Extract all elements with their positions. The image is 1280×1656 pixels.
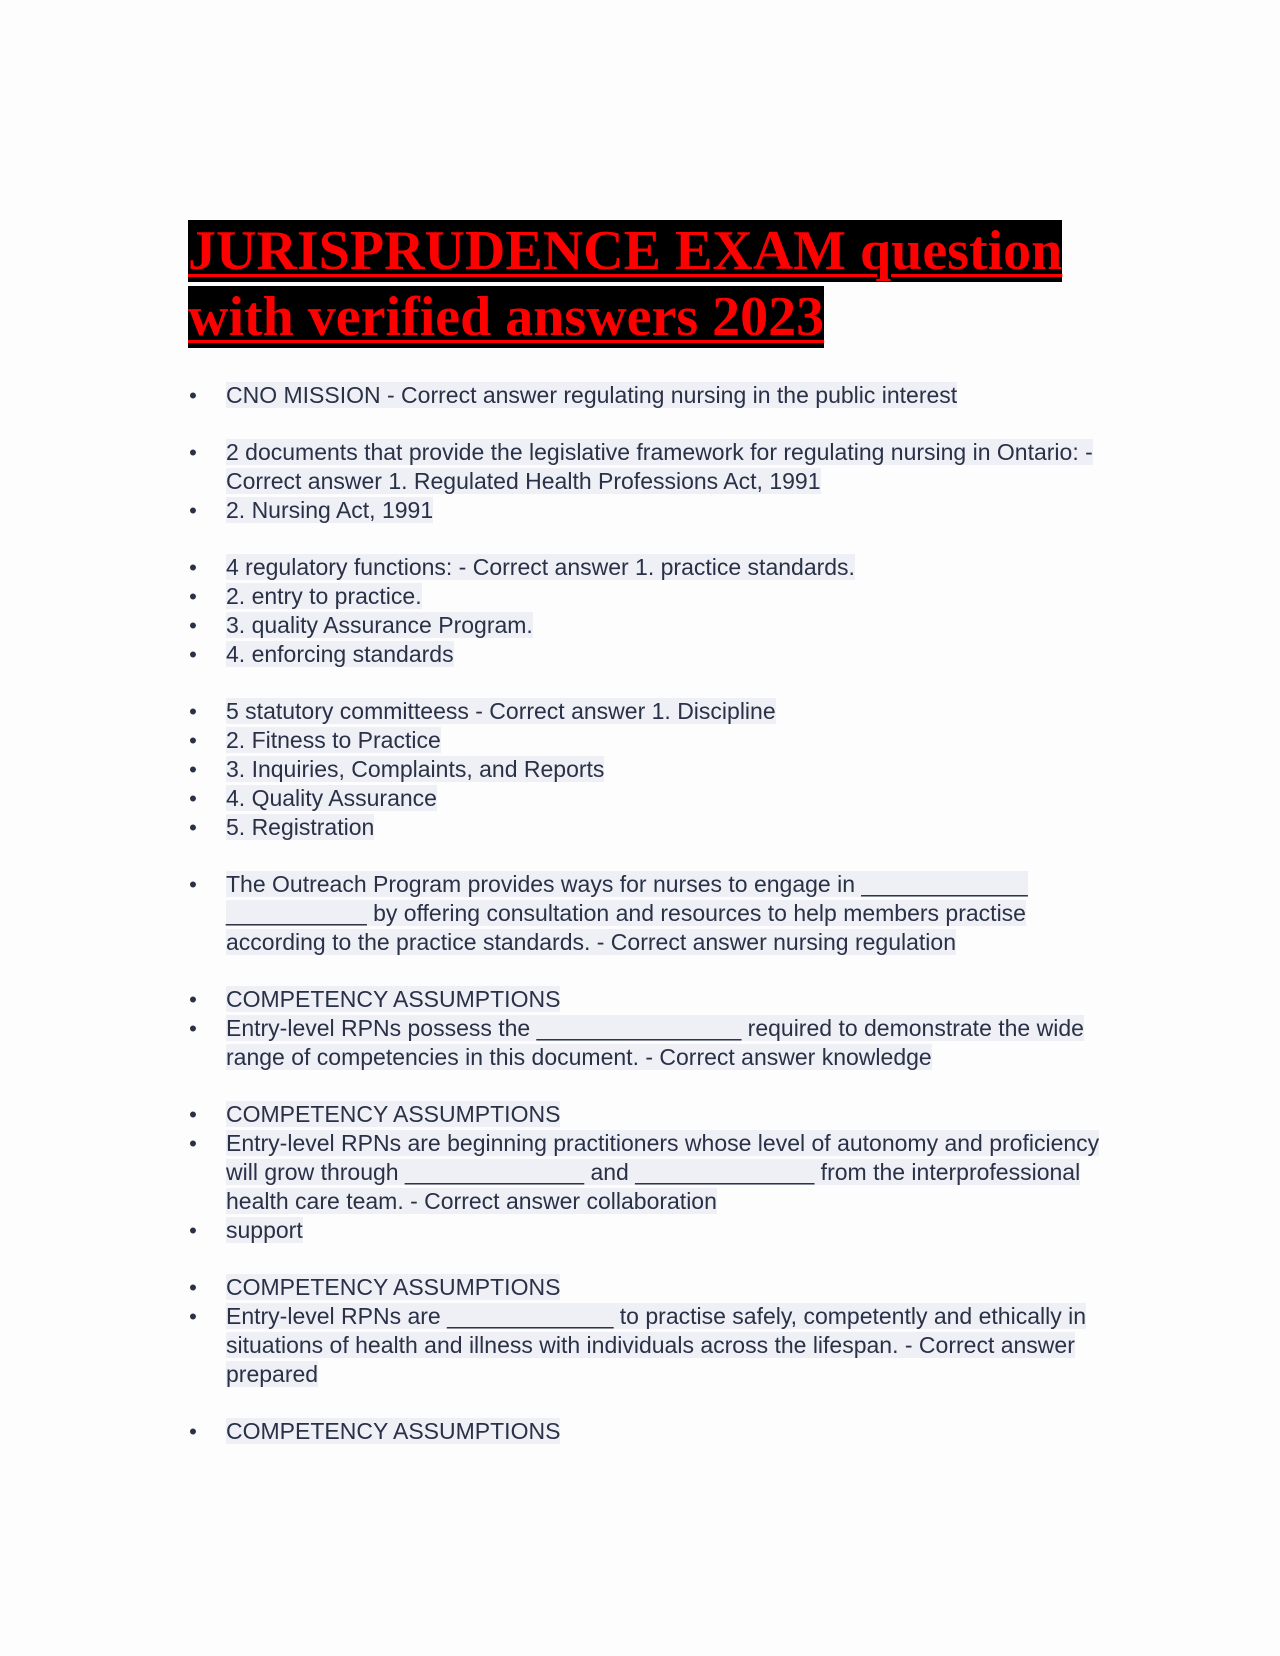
qa-group <box>188 870 1108 957</box>
list-item <box>188 985 1108 1014</box>
document-title <box>188 218 1128 350</box>
list-item-text: 2. Nursing Act, 1991 <box>226 497 434 523</box>
list-item <box>188 1129 1108 1216</box>
bullet-icon: • <box>189 1304 197 1329</box>
list-item-text: The Outreach Program provides ways for nurses to engage in _____________ ___________ by offering consultation and resources to help members practise according to the practice standards. - Correct answer nursing regulation <box>226 871 1028 955</box>
list-item-text: Entry-level RPNs possess the ________________ required to demonstrate the wide range of competencies in this document. - Correct answer knowledge <box>226 1015 1084 1070</box>
qa-group <box>188 697 1108 842</box>
list-item-text: 4. enforcing standards <box>226 641 454 667</box>
list-item <box>188 1417 1108 1446</box>
bullet-icon: • <box>189 1131 197 1156</box>
bullet-icon: • <box>189 757 197 782</box>
list-item <box>188 611 1108 640</box>
list-item <box>188 1216 1108 1245</box>
bullet-icon: • <box>189 1218 197 1243</box>
list-item <box>188 813 1108 842</box>
list-item <box>188 553 1108 582</box>
list-item-text: 3. Inquiries, Complaints, and Reports <box>226 756 605 782</box>
bullet-icon: • <box>189 987 197 1012</box>
list-item <box>188 1273 1108 1302</box>
list-item <box>188 726 1108 755</box>
list-item <box>188 438 1108 496</box>
list-item-text: support <box>226 1217 303 1243</box>
bullet-icon: • <box>189 1016 197 1041</box>
bullet-icon: • <box>189 728 197 753</box>
list-item-text: 2. entry to practice. <box>226 583 422 609</box>
list-item <box>188 640 1108 669</box>
bullet-icon: • <box>189 786 197 811</box>
list-item-text: 5. Registration <box>226 814 375 840</box>
list-item <box>188 381 1108 410</box>
list-item-text: 2. Fitness to Practice <box>226 727 441 753</box>
bullet-icon: • <box>189 498 197 523</box>
list-item <box>188 1014 1108 1072</box>
list-item <box>188 755 1108 784</box>
qa-group <box>188 438 1108 525</box>
bullet-icon: • <box>189 440 197 465</box>
bullet-icon: • <box>189 699 197 724</box>
qa-group <box>188 381 1108 410</box>
bullet-icon: • <box>189 383 197 408</box>
list-item-text: COMPETENCY ASSUMPTIONS <box>226 1101 561 1127</box>
list-item <box>188 496 1108 525</box>
list-item <box>188 582 1108 611</box>
qa-group <box>188 553 1108 669</box>
list-item-text: CNO MISSION - Correct answer regulating nursing in the public interest <box>226 382 958 408</box>
qa-group <box>188 985 1108 1072</box>
list-item-text: 4. Quality Assurance <box>226 785 437 811</box>
list-item-text: Entry-level RPNs are beginning practitioners whose level of autonomy and proficiency will grow through ______________ and ______________ from the interprofessional health care team. - Correct answer collaboration <box>226 1130 1100 1214</box>
list-item-text: Entry-level RPNs are _____________ to practise safely, competently and ethically in situations of health and illness with individuals across the lifespan. - Correct answer prepared <box>226 1303 1086 1387</box>
list-item-text: 3. quality Assurance Program. <box>226 612 533 638</box>
bullet-icon: • <box>189 1102 197 1127</box>
bullet-icon: • <box>189 1419 197 1444</box>
qa-group <box>188 1100 1108 1245</box>
list-item <box>188 1302 1108 1389</box>
bullet-icon: • <box>189 613 197 638</box>
list-item <box>188 870 1108 957</box>
question-answer-list <box>188 381 1108 1474</box>
list-item-text: 4 regulatory functions: - Correct answer 1. practice standards. <box>226 554 855 580</box>
bullet-icon: • <box>189 642 197 667</box>
bullet-icon: • <box>189 872 197 897</box>
bullet-icon: • <box>189 584 197 609</box>
list-item <box>188 697 1108 726</box>
list-item <box>188 1100 1108 1129</box>
bullet-icon: • <box>189 555 197 580</box>
bullet-icon: • <box>189 1275 197 1300</box>
qa-group <box>188 1273 1108 1389</box>
bullet-icon: • <box>189 815 197 840</box>
list-item-text: COMPETENCY ASSUMPTIONS <box>226 1274 561 1300</box>
list-item-text: COMPETENCY ASSUMPTIONS <box>226 986 561 1012</box>
title-line-1: JURISPRUDENCE EXAM question <box>188 220 1063 282</box>
list-item-text: COMPETENCY ASSUMPTIONS <box>226 1418 561 1444</box>
list-item-text: 5 statutory committeess - Correct answer 1. Discipline <box>226 698 776 724</box>
qa-group <box>188 1417 1108 1446</box>
list-item <box>188 784 1108 813</box>
list-item-text: 2 documents that provide the legislative framework for regulating nursing in Ontario: - Correct answer 1. Regulated Health Professions Act, 1991 <box>226 439 1093 494</box>
title-line-2: with verified answers 2023 <box>188 286 825 348</box>
